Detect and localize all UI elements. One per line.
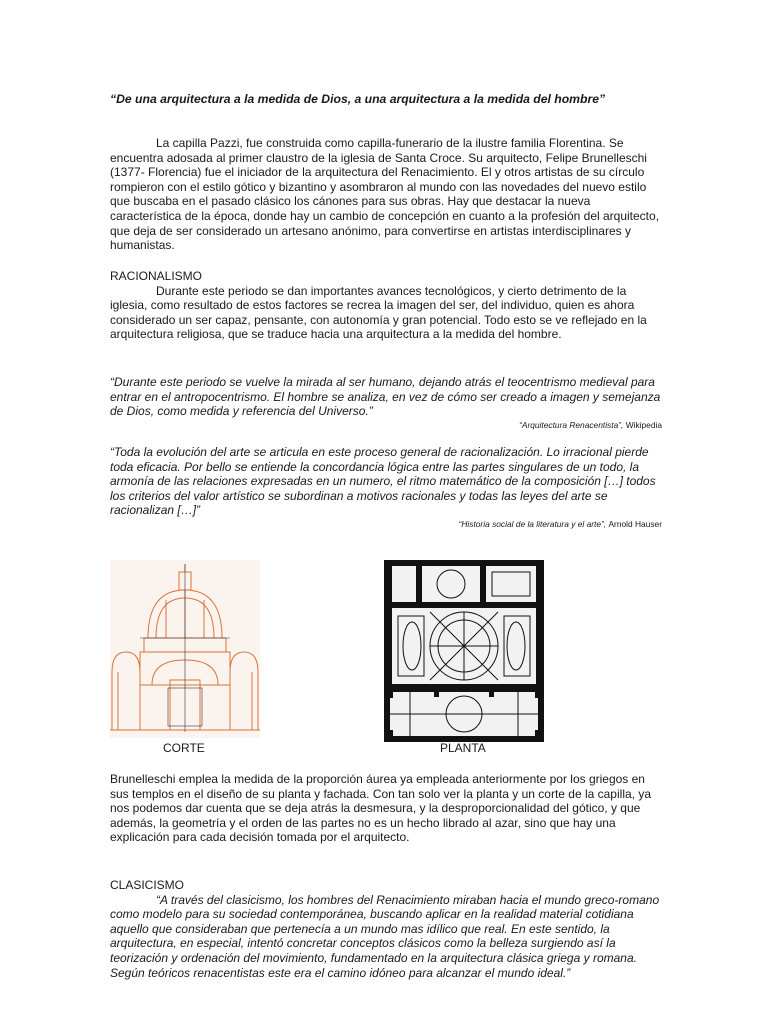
section-clasicismo [110, 878, 662, 980]
page-title: “De una arquitectura a la medida de Dios, a una arquitectura a la medida del hombre” [110, 92, 606, 106]
racionalismo-heading: RACIONALISMO [110, 269, 203, 283]
corte-drawing [110, 560, 260, 738]
quote-source [110, 420, 662, 431]
quote-text: “Toda la evolución del arte se articula en este proceso general de racionalización. Lo irracional pierde toda eficacia. Por bello se entiende la concordancia lógica entre las partes singulares de un todo, la armonía de las relaciones expresadas en un numero, el ritmo matemático de la composición […] todos los criterios del valor artístico se subordinan a motivos racionales y todas las leyes del arte se racionalizan […]” [110, 445, 656, 518]
corte-caption: CORTE [163, 741, 205, 755]
clasicismo-heading: CLASICISMO [110, 878, 185, 892]
quote-source [110, 519, 662, 530]
quote-hauser [110, 445, 662, 530]
intro-paragraph: La capilla Pazzi, fue construida como capilla-funerario de la ilustre familia Florentina. Se encuentra adosada al primer claustro de la iglesia de Santa Croce. Su arquitecto, Felipe Brunelleschi (1377- Florencia) fue el iniciador de la arquitectura del Renacimiento. El y otros artistas de su círculo rompieron con el estilo gótico y bizantino y asombraron al mundo con las novedades del nuevo estilo que buscaba en el pasado clásico los cánones para sus obras. Hay que destacar la nueva característica de la época, donde hay un cambio de concepción en cuanto a la profesión del arquitecto, que deja de ser considerado un artesano anónimo, para convertirse en artistas interdisciplinares y humanistas. [110, 136, 660, 253]
clasicismo-body: “A través del clasicismo, los hombres del Renacimiento miraban hacia el mundo greco-romano como modelo para su sociedad contemporánea, buscando aplicar en la realidad material cotidiana aquello que consideraban que pertenecía a un mundo mas idílico que real. En este sentido, la arquitectura, en especial, intentó concretar conceptos clásicos como la belleza surgiendo así la teorización y ordenación del movimiento, fundamentado en la arquitectura clásica griega y romana. Según teóricos renacentistas este era el camino idóneo para alcanzar el mundo ideal.” [110, 892, 660, 980]
planta-drawing [384, 560, 544, 742]
source-author: Wikipedia [625, 419, 662, 430]
source-title: “Historia social de la literatura y el arte”, [458, 518, 607, 529]
source-title: “Arquitectura Renacentista”, [519, 419, 624, 430]
planta-caption: PLANTA [440, 741, 486, 755]
quote-wikipedia [110, 375, 662, 431]
racionalismo-body: Durante este periodo se dan importantes avances tecnológicos, y cierto detrimento de la iglesia, como resultado de estos factores se recrea la imagen del ser, del individuo, quien es ahora considerado un ser capaz, pensante, con autonomía y gran potencial. Todo esto se ve reflejado en la arquitectura religiosa, que se traduce hacia una arquitectura a la medida del hombre. [110, 283, 647, 342]
quote-text: “Durante este periodo se vuelve la mirada al ser humano, dejando atrás el teocentrismo medieval para entrar en el antropocentrismo. El hombre se analiza, en vez de cómo ser creado a imagen y semejanza de Dios, como medida y referencia del Universo.” [110, 375, 661, 419]
section-racionalismo [110, 269, 662, 342]
source-author: Arnold Hauser [608, 518, 662, 529]
proporcion-paragraph: Brunelleschi emplea la medida de la proporción áurea ya empleada anteriormente por los griegos en sus templos en el diseño de su planta y fachada. Con tan solo ver la planta y un corte de la capilla, ya nos podemos dar cuenta que se deja atrás la desmesura, y la desproporcionalidad del gótico, y que además, la geometría y el orden de las partes no es un hecho librado al azar, sino que hay una explicación para cada decisión tomada por el arquitecto. [110, 772, 651, 845]
